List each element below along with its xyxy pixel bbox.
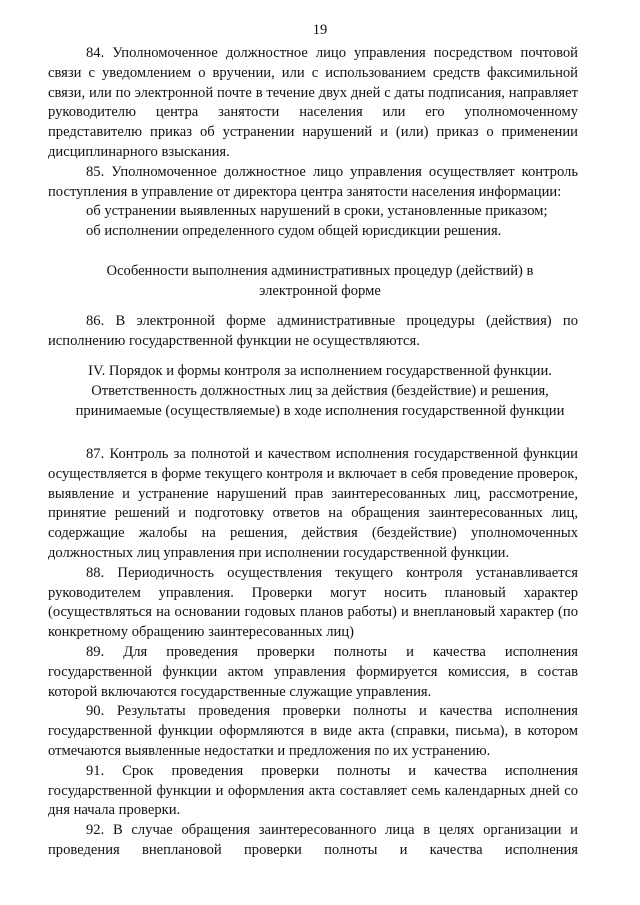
- paragraph-84: 84. Уполномоченное должностное лицо управления посредством почтовой связи с уведомлением о вручении, или с использованием средств факсимильной связи, или по электронной почте в течение двух дней с даты подписания, направляет руководителю центра занятости населения или его уполномоченному представителю приказ об устранении нарушений и (или) приказ о применении дисциплинарного взыскания.: [48, 45, 578, 160]
- paragraph-85-item-1: об устранении выявленных нарушений в сроки, установленные приказом;: [86, 203, 548, 220]
- paragraph-92: 92. В случае обращения заинтересованного лица в целях организации и проведения внеплановой проверки полноты и качества исполнения: [48, 822, 578, 858]
- page-number: 19: [312, 22, 328, 38]
- paragraph-85-item-2: об исполнении определенного судом общей юрисдикции решения.: [86, 223, 502, 240]
- paragraph-90: 90. Результаты проведения проверки полноты и качества исполнения государственной функции оформляются в виде акта (справки, письма), в котором отмечаются выявленные недостатки и предложения по их устранению.: [48, 703, 578, 759]
- document-body-continued: [48, 445, 578, 861]
- paragraph-89: 89. Для проведения проверки полноты и качества исполнения государственной функции актом управления формируется комиссия, в состав которой включаются государственные служащие управления.: [48, 643, 578, 700]
- paragraph-87: 87. Контроль за полнотой и качеством исполнения государственной функции осуществляется в форме текущего контроля и включает в себя проведение проверок, выявление и устранение нарушений прав заинтересованных лиц, рассмотрение, принятие решений и подготовку ответов на обращения заинтересованных лиц, содержащие жалобы на решения, действия (бездействие) уполномоченных должностных лиц управления при исполнении государственной функции.: [48, 446, 578, 561]
- document-body: [48, 44, 578, 242]
- section-4-heading: IV. Порядок и формы контроля за исполнением государственной функции. Ответственность должностных лиц за действия (бездействие) и решения, принимаемые (осуществляемые) в ходе исполнения государственной функции: [75, 363, 565, 419]
- paragraph-88: 88. Периодичность осуществления текущего контроля устанавливается руководителем управления. Проверки могут носить плановый характер (осуществляться на основании годовых планов работы) и внеплановый характер (по конкретному обращению заинтересованных лиц): [48, 564, 578, 641]
- paragraph-85: 85. Уполномоченное должностное лицо управления осуществляет контроль поступления в управление от директора центра занятости населения информации:: [48, 163, 578, 200]
- paragraph-86: 86. В электронной форме административные процедуры (действия) по исполнению государственной функции не осуществляются.: [48, 313, 578, 349]
- paragraph-91: 91. Срок проведения проверки полноты и качества исполнения государственной функции и оформления акта составляет семь календарных дней со дня начала проверки.: [48, 762, 578, 819]
- heading-electronic-form: Особенности выполнения административных процедур (действий) в электронной форме: [106, 263, 534, 299]
